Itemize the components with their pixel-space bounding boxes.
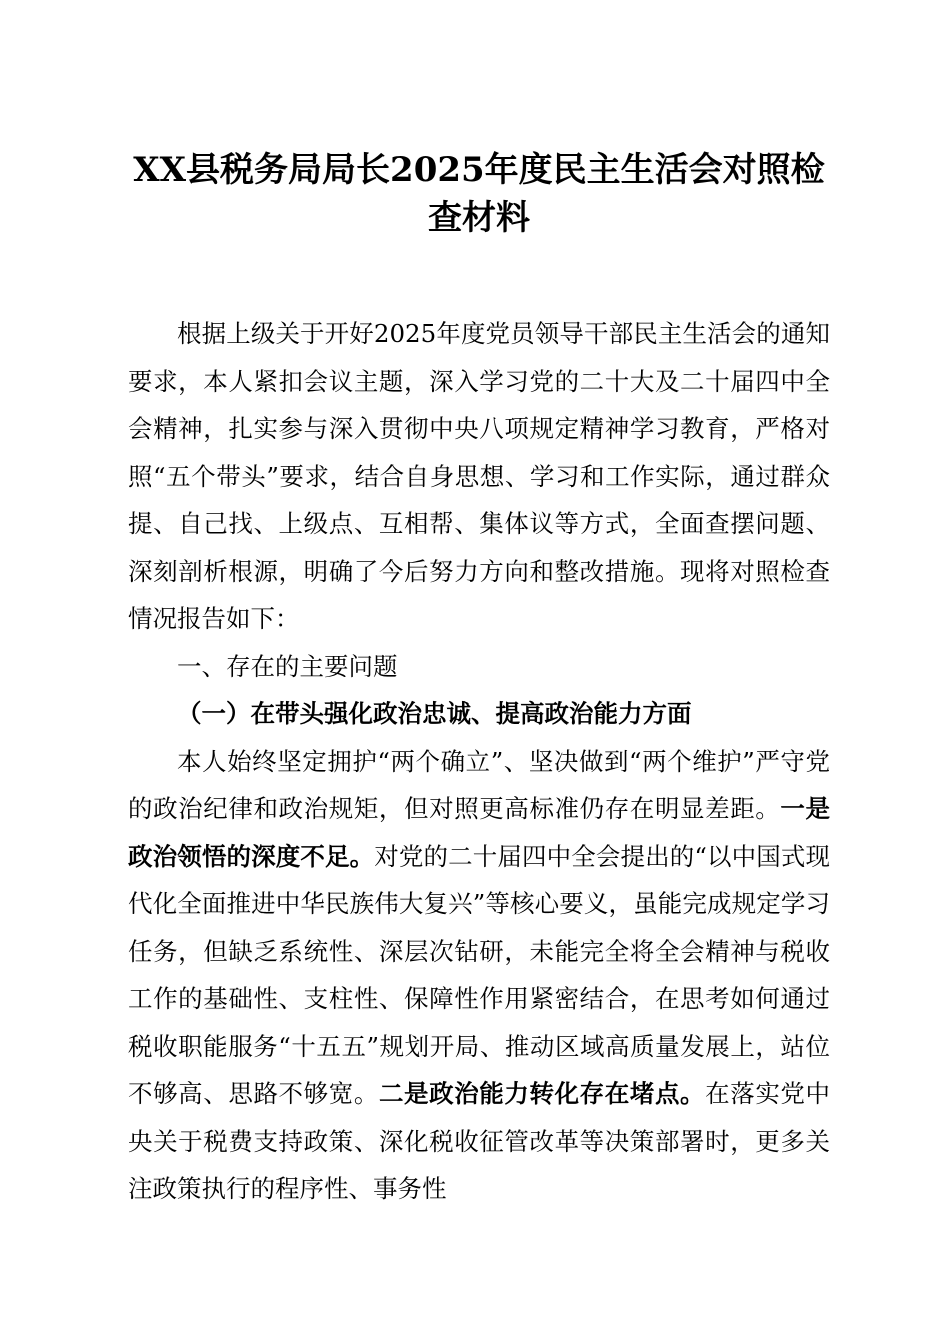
paragraph-text: 本人始终坚定拥护“两个确立”、坚决做到“两个维护”严守党的政治纪律和政治规矩，但对照更高标准仍存在明显差距。 [128,746,830,823]
body-paragraph [128,738,830,1213]
bold-point-two: 二是政治能力转化存在堵点。 [378,1079,706,1108]
paragraph-text: 在落实党中央关于税费支持政策、深化税收征管改革等决策部署时，更多关注政策执行的程序性、事务性 [128,1079,831,1203]
document-body [128,310,830,1213]
intro-paragraph: 根据上级关于开好2025年度党员领导干部民主生活会的通知要求，本人紧扣会议主题，深入学习党的二十大及二十届四中全会精神，扎实参与深入贯彻中央八项规定精神学习教育，严格对照“五个带头”要求，结合自身思想、学习和工作实际，通过群众提、自己找、上级点、互相帮、集体议等方式，全面查摆问题、深刻剖析根源，明确了今后努力方向和整改措施。现将对照检查情况报告如下： [128,319,830,633]
bold-point-one: 一是政治领悟的深度不足。 [128,794,830,871]
paragraph-text: 对党的二十届四中全会提出的“以中国式现代化全面推进中华民族伟大复兴”等核心要义，虽能完成规定学习任务，但缺乏系统性、深层次钻研，未能完全将全会精神与税收工作的基础性、支柱性、保障性作用紧密结合，在思考如何通过税收职能服务“十五五”规划开局、推动区域高质量发展上，站位不够高、思路不够宽。 [128,841,831,1108]
subsection-heading: （一）在带头强化政治忠诚、提高政治能力方面 [177,699,692,728]
section-heading: 一、存在的主要问题 [177,651,398,681]
document-title: XX县税务局局长2025年度民主生活会对照检查材料 [133,150,825,238]
